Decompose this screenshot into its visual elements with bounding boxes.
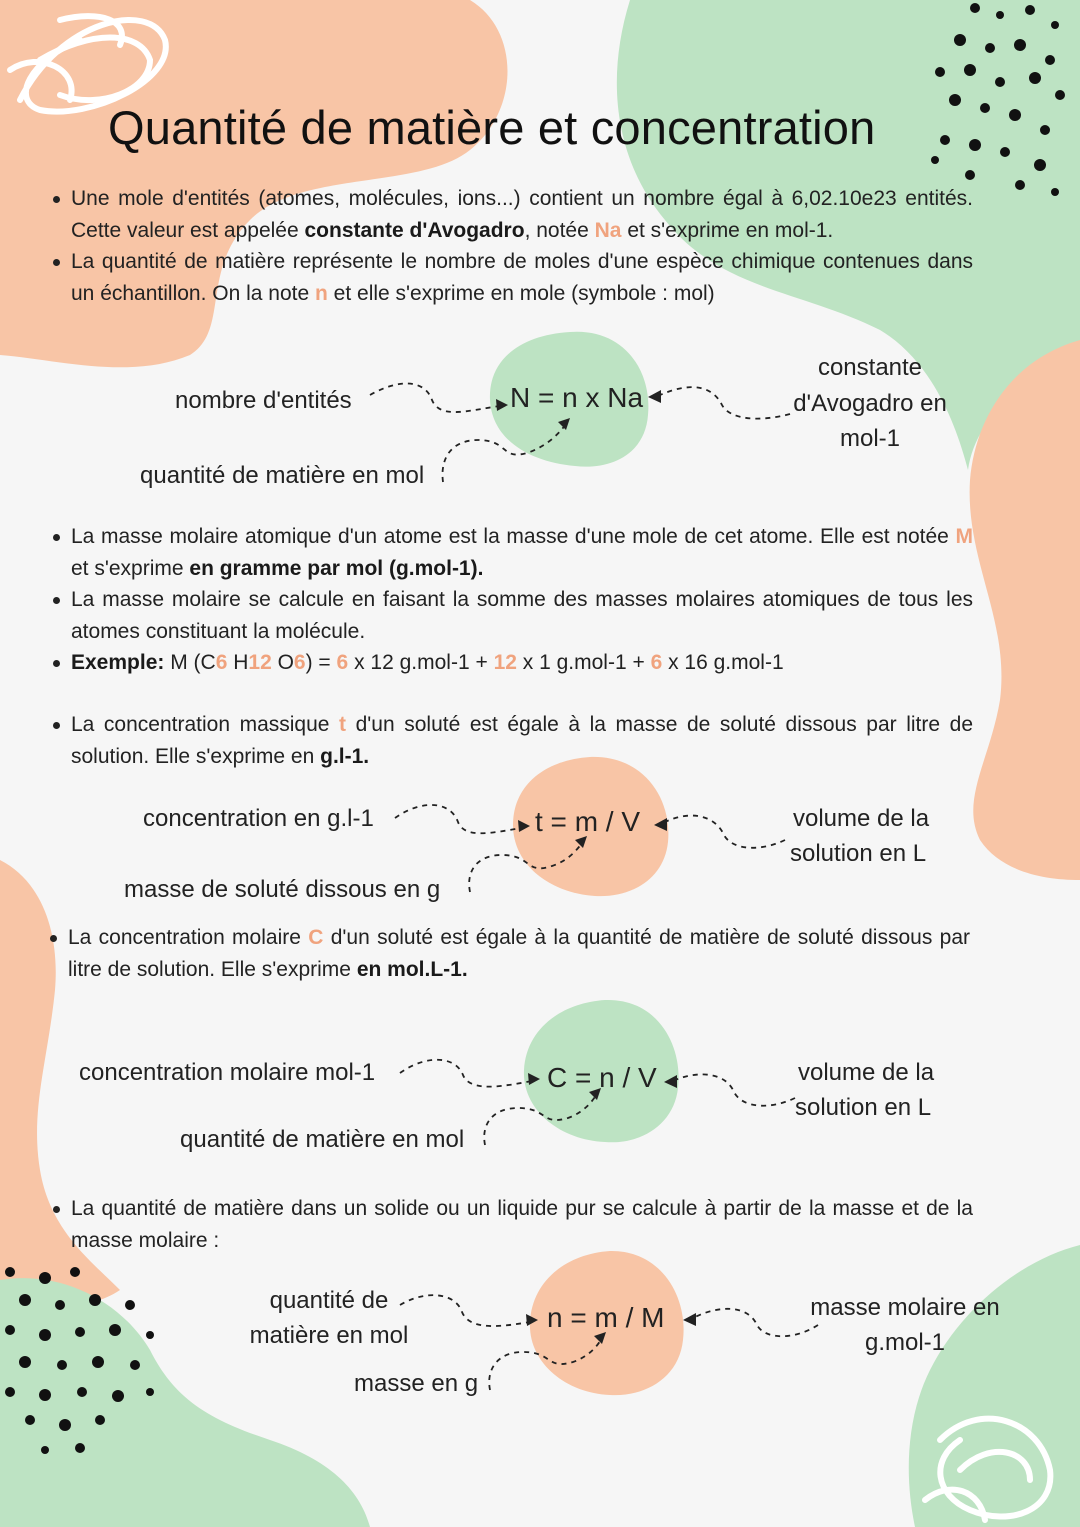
b2-highlight-n: n [315, 281, 328, 305]
d1-label-entities: nombre d'entités [175, 387, 352, 414]
d3-label-quantity: quantité de matière en mol [180, 1126, 465, 1153]
s2b1-text-2: et s'exprime [71, 556, 190, 580]
s4-highlight-c: C [308, 926, 324, 949]
ex-p5: x 12 g.mol-1 + [348, 651, 494, 674]
d3-label-volume-2: solution en L [795, 1094, 932, 1121]
d4-label-molar-mass-2: g.mol-1 [864, 1329, 946, 1356]
ex-c2: 12 [493, 651, 517, 674]
d3-label-volume-1: volume de la [798, 1059, 935, 1086]
s4-bold-unit: en mol.L-1. [356, 957, 468, 981]
b1-text-3: et s'exprime en mol-1. [621, 218, 834, 242]
d4-label-quantity-1: quantité de [269, 1287, 389, 1314]
example-label: Exemple: [71, 651, 165, 674]
ex-c1: 6 [336, 651, 349, 674]
ex-n2: 12 [248, 651, 272, 674]
ex-p3: O [271, 651, 294, 674]
ex-p6: x 1 g.mol-1 + [516, 651, 651, 674]
ex-p7: x 16 g.mol-1 [662, 651, 784, 674]
s4-text-2: d'un soluté est égale à la quantité de matière de soluté dissous par litre de solution. Elle s'exprime [68, 926, 970, 981]
s3-text-1: La concentration massique [71, 713, 340, 736]
bullet-quantity-of-matter [71, 246, 973, 309]
ex-p1: M (C [164, 651, 216, 674]
bullets-mass-concentration [71, 709, 973, 772]
d4-label-molar-mass-1: masse molaire en [810, 1294, 1000, 1321]
d2-label-volume-2: solution en L [790, 840, 927, 867]
bullets-molar-concentration [68, 922, 970, 985]
d3-formula: C = n / V [547, 1062, 657, 1093]
b1-highlight-na: Na [594, 218, 622, 242]
bullets-avogadro [71, 183, 973, 309]
s4-text-1: La concentration molaire [68, 926, 309, 949]
d1-formula: N = n x Na [510, 382, 644, 413]
d4-label-quantity-2: matière en mol [249, 1322, 409, 1349]
bullet-amount-from-mass: La quantité de matière dans un solide ou un liquide pur se calcule à partir de la masse et de la masse molaire : [71, 1193, 973, 1256]
bullet-atomic-molar-mass [71, 521, 973, 584]
d1-label-avogadro-2: d'Avogadro en [793, 390, 947, 417]
bullets-molar-mass [71, 521, 973, 679]
d1-label-avogadro-1: constante [817, 354, 923, 381]
d2-label-concentration: concentration en g.l-1 [143, 805, 374, 832]
b1-text-1: Une mole d'entités (atomes, molécules, ions...) contient un nombre égal à 6,02.10e23 entités. Cette valeur est appelée [71, 187, 973, 242]
b2-text-1: La quantité de matière représente le nombre de moles d'une espèce chimique contenues dans un échantillon. On la note [71, 250, 973, 305]
b2-text-2: et elle s'exprime en mole (symbole : mol) [327, 281, 715, 305]
bullets-amount-from-mass [71, 1193, 973, 1256]
s3-highlight-t: t [339, 713, 347, 736]
page-title: Quantité de matière et concentration [108, 101, 876, 154]
d4-label-mass: masse en g [354, 1370, 479, 1397]
d1-label-quantity: quantité de matière en mol [140, 462, 425, 489]
s3-bold-unit: g.l-1. [320, 744, 370, 768]
s2b1-bold-unit: en gramme par mol (g.mol-1). [189, 556, 484, 580]
bullet-molar-concentration [68, 922, 970, 985]
d4-formula: n = m / M [547, 1302, 665, 1333]
d2-label-mass: masse de soluté dissous en g [124, 876, 441, 903]
d1-label-avogadro-3: mol-1 [839, 425, 900, 452]
d2-label-volume-1: volume de la [793, 805, 930, 832]
s2b1-highlight-m: M [955, 525, 973, 548]
bullet-mass-concentration [71, 709, 973, 772]
ex-n1: 6 [215, 651, 228, 674]
d3-label-concentration: concentration molaire mol-1 [79, 1059, 376, 1086]
ex-p2: H [227, 651, 249, 674]
bullet-example [71, 647, 973, 679]
ex-n3: 6 [293, 651, 306, 674]
s2b1-text-1: La masse molaire atomique d'un atome est la masse d'une mole de cet atome. Elle est notée [71, 525, 956, 548]
s3-text-2: d'un soluté est égale à la masse de soluté dissous par litre de solution. Elle s'exprime en [71, 713, 973, 768]
ex-c3: 6 [650, 651, 663, 674]
b1-bold-avogadro: constante d'Avogadro [304, 218, 525, 242]
bullet-molar-mass-sum: La masse molaire se calcule en faisant la somme des masses molaires atomiques de tous les atomes constituant la molécule. [71, 584, 973, 647]
bullet-mole-definition [71, 183, 973, 246]
d2-formula: t = m / V [535, 806, 641, 837]
b1-text-2: , notée [524, 218, 595, 242]
ex-p4: ) = [305, 651, 337, 674]
